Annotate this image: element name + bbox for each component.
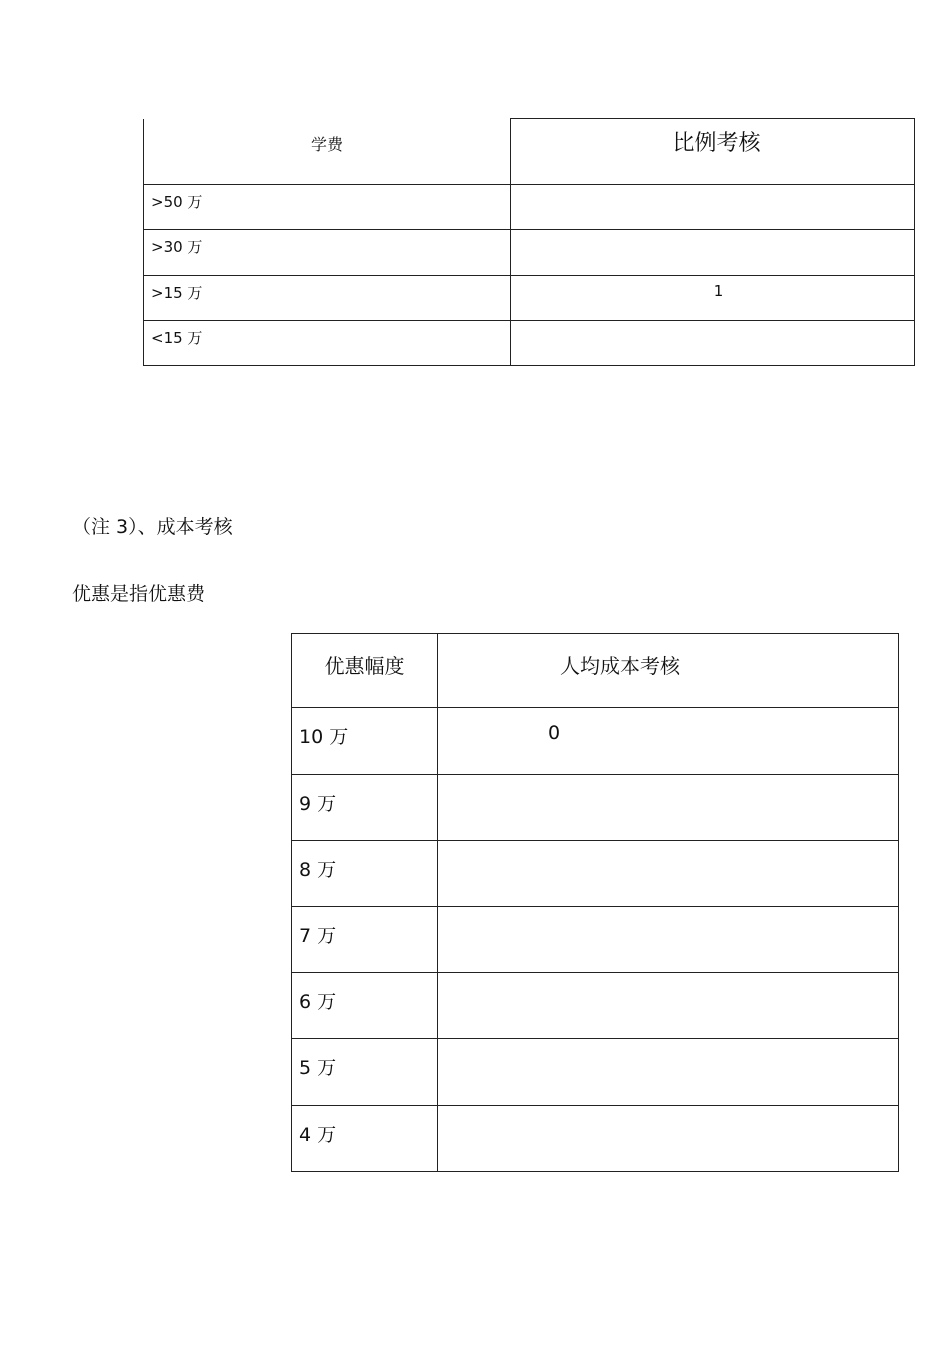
cost-value-cell: 0: [438, 708, 899, 774]
discount-cell: 5 万: [292, 1039, 438, 1105]
tuition-ratio-table: [143, 118, 915, 366]
table-row: [292, 840, 899, 906]
ratio-value-cell: [511, 230, 915, 275]
discount-description: 优惠是指优惠费: [72, 583, 206, 605]
table-row: [292, 774, 899, 840]
header-tuition: 学费: [144, 119, 511, 185]
table-row: [292, 708, 899, 774]
tuition-range-cell: >30 万: [144, 230, 511, 275]
table-row: [144, 230, 915, 275]
cost-value-cell: [438, 973, 899, 1039]
table-row: [144, 320, 915, 365]
cost-value-cell: [438, 1105, 899, 1171]
cost-value-cell: [438, 774, 899, 840]
table-row: [144, 275, 915, 320]
discount-cell: 6 万: [292, 973, 438, 1039]
discount-cell: 9 万: [292, 774, 438, 840]
table-row: [292, 906, 899, 972]
header-discount-range: 优惠幅度: [292, 634, 438, 708]
tuition-range-cell: <15 万: [144, 320, 511, 365]
discount-cell: 7 万: [292, 906, 438, 972]
tuition-range-cell: >50 万: [144, 185, 511, 230]
tuition-range-cell: >15 万: [144, 275, 511, 320]
table-row: [292, 1039, 899, 1105]
note-3-heading: （注 3）、成本考核: [72, 516, 233, 538]
header-per-capita-cost: 人均成本考核: [438, 634, 899, 708]
cost-value-cell: [438, 840, 899, 906]
ratio-value-cell: [511, 320, 915, 365]
ratio-value-cell: 1: [511, 275, 915, 320]
discount-cell: 10 万: [292, 708, 438, 774]
ratio-value-cell: [511, 185, 915, 230]
table-row: [144, 185, 915, 230]
table-header-row: [144, 119, 915, 185]
discount-cost-table: [291, 633, 899, 1172]
cost-value-cell: [438, 906, 899, 972]
header-ratio-assessment: 比例考核: [511, 119, 915, 185]
discount-cell: 8 万: [292, 840, 438, 906]
discount-cell: 4 万: [292, 1105, 438, 1171]
table-row: [292, 973, 899, 1039]
table-header-row: [292, 634, 899, 708]
table-row: [292, 1105, 899, 1171]
cost-value-cell: [438, 1039, 899, 1105]
